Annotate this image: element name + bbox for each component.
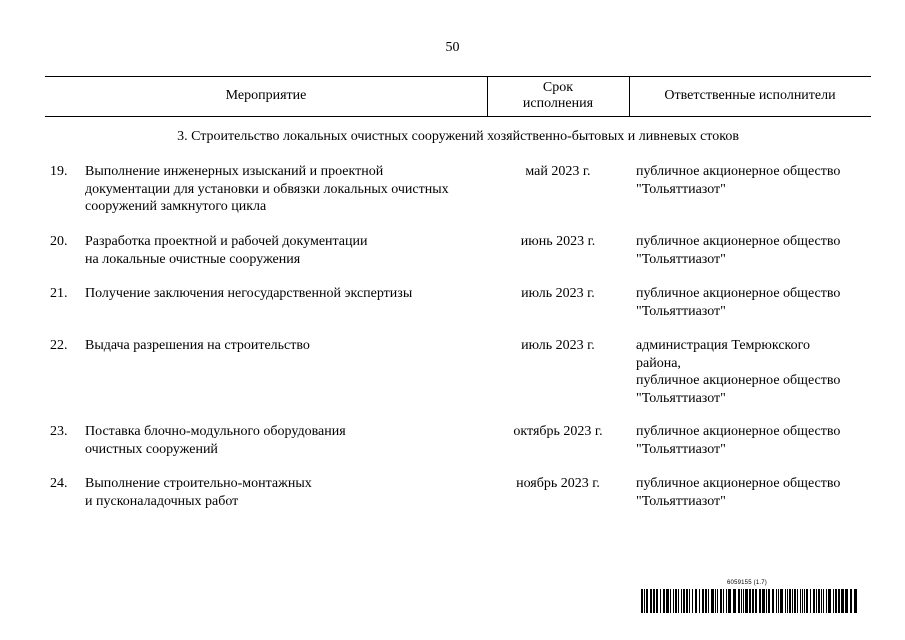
task-line: и пусконаладочных работ: [85, 493, 239, 509]
barcode-bar: [789, 589, 791, 613]
barcode-bar: [826, 589, 827, 613]
row-task: [85, 423, 485, 458]
barcode-bar: [705, 589, 707, 613]
barcode-bar: [835, 589, 837, 613]
barcode-bar: [683, 589, 685, 613]
barcode-bar: [699, 589, 700, 613]
barcode-bar: [810, 589, 811, 613]
barcode-bar: [762, 589, 765, 613]
barcode-bar: [845, 589, 848, 613]
barcode-bar: [702, 589, 704, 613]
barcode-bar: [792, 589, 793, 613]
row-task: [85, 337, 485, 355]
row-deadline: июнь 2023 г.: [520, 234, 596, 249]
barcode-bar: [733, 589, 736, 613]
row-responsible: [636, 423, 876, 458]
responsible-line: публичное акционерное общество: [636, 424, 841, 439]
responsible-line: "Тольяттиазот": [636, 181, 726, 197]
responsible-line: публичное акционерное общество: [636, 164, 841, 179]
task-line: очистных сооружений: [85, 441, 218, 457]
barcode-bar: [816, 589, 817, 613]
barcode-bar: [802, 589, 803, 613]
barcode-bar: [821, 589, 822, 613]
barcode-bar: [663, 589, 665, 613]
barcode-bar: [670, 589, 671, 613]
barcode-bar: [766, 589, 767, 613]
header-deadline-line2: исполнения: [522, 96, 594, 111]
barcode-bar: [686, 589, 688, 613]
responsible-line: района,: [636, 355, 681, 371]
barcode-bar: [681, 589, 682, 613]
row-task: [85, 285, 485, 303]
barcode-image: [641, 589, 858, 613]
barcode-bar: [720, 589, 722, 613]
barcode-bar: [660, 589, 661, 613]
row-responsible: [636, 163, 876, 198]
row-deadline: июль 2023 г.: [521, 286, 595, 301]
table-header-bottom-rule: [45, 116, 871, 117]
responsible-line: "Тольяттиазот": [636, 303, 726, 319]
barcode-bar: [738, 589, 740, 613]
row-responsible: [636, 233, 876, 268]
barcode-bar: [752, 589, 754, 613]
barcode-bar: [806, 589, 808, 613]
barcode-bar: [692, 589, 693, 613]
row-number: 21.: [50, 286, 68, 301]
barcode-caption: 6059155 (1.7): [727, 580, 767, 586]
barcode-bar: [711, 589, 714, 613]
row-number: 23.: [50, 424, 68, 439]
barcode-bar: [666, 589, 669, 613]
task-line: документации для установки и обвязки локальных очистных: [85, 181, 449, 197]
barcode-bar: [715, 589, 716, 613]
responsible-line: "Тольяттиазот": [636, 390, 726, 406]
barcode-bar: [780, 589, 783, 613]
barcode-bar: [794, 589, 796, 613]
barcode-bar: [723, 589, 724, 613]
header-responsible: Ответственные исполнители: [664, 88, 836, 103]
barcode-bar: [787, 589, 788, 613]
barcode-bar: [695, 589, 697, 613]
barcode-bar: [755, 589, 757, 613]
barcode-bar: [772, 589, 774, 613]
barcode-bar: [800, 589, 801, 613]
barcode-bar: [745, 589, 748, 613]
task-line: сооружений замкнутого цикла: [85, 199, 267, 214]
row-number: 20.: [50, 234, 68, 249]
barcode-bar: [797, 589, 798, 613]
responsible-line: публичное акционерное общество: [636, 373, 841, 388]
task-line: Получение заключения негосударственной экспертизы: [85, 286, 413, 301]
barcode-bar: [768, 589, 770, 613]
barcode-bar: [854, 589, 857, 613]
barcode-bar: [838, 589, 840, 613]
barcode-bar: [656, 589, 658, 613]
task-line: Выполнение инженерных изысканий и проектной: [85, 164, 384, 179]
page-number: 50: [445, 40, 460, 55]
barcode-bar: [646, 589, 648, 613]
barcode-bar: [728, 589, 731, 613]
row-deadline: ноябрь 2023 г.: [516, 476, 600, 491]
barcode-bar: [828, 589, 831, 613]
barcode-bar: [717, 589, 718, 613]
barcode-bar: [644, 589, 645, 613]
row-number: 19.: [50, 164, 68, 179]
barcode-bar: [708, 589, 709, 613]
responsible-line: публичное акционерное общество: [636, 476, 841, 491]
row-deadline: май 2023 г.: [525, 164, 591, 179]
barcode-bar: [650, 589, 652, 613]
barcode-bar: [804, 589, 805, 613]
row-number: 22.: [50, 338, 68, 353]
row-responsible: [636, 285, 876, 320]
barcode-bar: [776, 589, 777, 613]
header-event: Мероприятие: [225, 88, 307, 103]
task-line: на локальные очистные сооружения: [85, 251, 301, 267]
header-deadline-line1: Срок: [542, 80, 574, 95]
responsible-line: публичное акционерное общество: [636, 286, 841, 301]
responsible-line: "Тольяттиазот": [636, 493, 726, 509]
task-line: Выдача разрешения на строительство: [85, 338, 310, 353]
barcode-bar: [689, 589, 690, 613]
row-responsible: [636, 475, 876, 510]
row-deadline: октябрь 2023 г.: [513, 424, 603, 439]
barcode-bar: [673, 589, 674, 613]
row-task: [85, 233, 485, 268]
barcode-bar: [749, 589, 751, 613]
responsible-line: администрация Темрюкского: [636, 338, 811, 353]
barcode-bar: [818, 589, 820, 613]
barcode-bar: [850, 589, 852, 613]
barcode-bar: [778, 589, 779, 613]
barcode-bar: [759, 589, 761, 613]
barcode-bar: [833, 589, 834, 613]
responsible-line: "Тольяттиазот": [636, 251, 726, 267]
task-line: Выполнение строительно-монтажных: [85, 476, 312, 491]
barcode-bar: [675, 589, 677, 613]
task-line: Разработка проектной и рабочей документации: [85, 234, 368, 249]
row-task: [85, 475, 485, 510]
row-number: 24.: [50, 476, 68, 491]
barcode-bar: [741, 589, 742, 613]
barcode-bar: [641, 589, 643, 613]
barcode-bar: [813, 589, 815, 613]
barcode-bar: [653, 589, 655, 613]
row-deadline: июль 2023 г.: [521, 338, 595, 353]
barcode-bar: [841, 589, 844, 613]
barcode-bar: [678, 589, 679, 613]
row-responsible: [636, 337, 876, 407]
header-deadline: [487, 76, 629, 116]
responsible-line: публичное акционерное общество: [636, 234, 841, 249]
responsible-line: "Тольяттиазот": [636, 441, 726, 457]
row-task: [85, 163, 485, 216]
barcode-bar: [785, 589, 786, 613]
task-line: Поставка блочно-модульного оборудования: [85, 424, 346, 439]
barcode-bar: [823, 589, 824, 613]
barcode-bar: [726, 589, 727, 613]
section-title: 3. Строительство локальных очистных сооружений хозяйственно-бытовых и ливневых стоков: [177, 129, 739, 144]
barcode-bar: [743, 589, 744, 613]
